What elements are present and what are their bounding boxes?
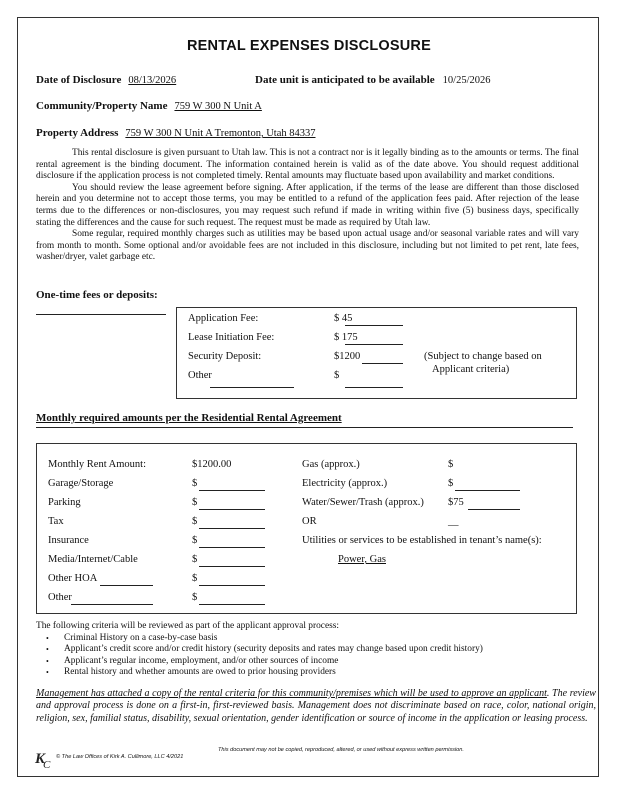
community-label: Community/Property Name: [36, 100, 168, 112]
date-available-row: [255, 70, 491, 88]
garage-value[interactable]: $: [192, 478, 198, 489]
rent-value[interactable]: $1200.00: [192, 459, 232, 470]
date-of-disclosure-row: [36, 70, 176, 88]
electricity-value[interactable]: $: [448, 478, 454, 489]
insurance-value[interactable]: $: [192, 535, 198, 546]
other-fee-label: Other: [188, 370, 212, 381]
footer-copyright-text: © The Law Offices of Kirk A. Cullimore, LLC: [56, 754, 165, 760]
utilities-value[interactable]: Power, Gas: [338, 554, 386, 565]
address-value[interactable]: 759 W 300 N Unit A Tremonton, Utah 84337: [125, 128, 316, 139]
footer-version: 4/2021: [166, 754, 184, 760]
community-value[interactable]: 759 W 300 N Unit A: [174, 101, 262, 112]
other-fee-value[interactable]: $: [334, 370, 340, 381]
other-monthly-value[interactable]: $: [192, 592, 198, 603]
paragraph-legal: This rental disclosure is given pursuant to Utah law. This is not a contract nor is it legally binding as to the amounts or terms. The final rental agreement is the binding document. The information contained herein is valid as of the date above. You should request additional disclosure if the application process is not completed timely. Rental amounts may fluctuate based upon availability and market conditions.: [36, 148, 579, 182]
water-label: Water/Sewer/Trash (approx.): [302, 497, 424, 508]
community-row: [36, 96, 262, 114]
disclosure-paragraphs: [36, 148, 579, 264]
date-of-disclosure-value[interactable]: 08/13/2026: [128, 75, 177, 86]
media-value[interactable]: $: [192, 554, 198, 565]
date-of-disclosure-label: Date of Disclosure: [36, 74, 122, 86]
tax-line: [199, 528, 265, 529]
parking-line: [199, 509, 265, 510]
management-underlined-text: Management has attached a copy of the rental criteria for this community/premises which will be used to approve an applicant: [36, 688, 547, 699]
paragraph-monthly-charges: Some regular, required monthly charges such as utilities may be based upon actual usage and/or seasonal variable rates and will vary from month to month. Some optional and/or avoidable fees are not included in this disclosure, including but not limited to pet rent, late fees, washer/dryer, valet garbage etc.: [36, 229, 579, 263]
one-time-heading: One-time fees or deposits:: [36, 289, 158, 301]
garage-line: [199, 490, 265, 491]
other-hoa-value[interactable]: $: [192, 573, 198, 584]
logo-k-glyph: K: [35, 751, 46, 767]
other-monthly-label-line: [71, 604, 153, 605]
footer-copyright: [56, 754, 183, 760]
application-fee-label: Application Fee:: [188, 313, 259, 324]
subject-to-change-note: (Subject to change based on: [424, 351, 542, 362]
lease-initiation-line: [345, 344, 403, 345]
criteria-item: • Applicant’s credit score and/or credit history (security deposits and rates may change based upon credit history): [64, 644, 596, 656]
other-monthly-line: [199, 604, 265, 605]
water-line: [468, 509, 520, 510]
applicant-criteria-note: Applicant criteria): [432, 364, 510, 375]
media-line: [199, 566, 265, 567]
security-deposit-label: Security Deposit:: [188, 351, 262, 362]
parking-label: Parking: [48, 497, 81, 508]
logo-c-glyph: C: [43, 759, 51, 770]
criteria-section: [36, 621, 596, 679]
water-value[interactable]: $75: [448, 497, 464, 508]
monthly-heading: Monthly required amounts per the Residential Rental Agreement: [36, 412, 342, 424]
application-fee-value[interactable]: $ 45: [334, 313, 353, 324]
other-hoa-line: [199, 585, 265, 586]
other-fee-line: [345, 387, 403, 388]
date-available-label: Date unit is anticipated to be available: [255, 74, 435, 86]
media-label: Media/Internet/Cable: [48, 554, 138, 565]
electricity-line: [455, 490, 520, 491]
insurance-label: Insurance: [48, 535, 89, 546]
gas-value[interactable]: $: [448, 459, 454, 470]
footer-notice: This document may not be copied, reproduced, altered, or used without express written permission.: [218, 747, 464, 753]
insurance-line: [199, 547, 265, 548]
lease-initiation-label: Lease Initiation Fee:: [188, 332, 275, 343]
management-rest-text: . The review and approval process is done on a first-in, first-reviewed basis. Management does not discriminate based on race, color, national origin, religion, sex, familial status, disability, sexual orientation, gender identification or source of income in the application or leasing process.: [36, 688, 596, 724]
other-hoa-label-line: [100, 585, 153, 586]
or-label: OR: [302, 516, 317, 527]
or-value[interactable]: __: [448, 516, 459, 527]
tax-value[interactable]: $: [192, 516, 198, 527]
parking-value[interactable]: $: [192, 497, 198, 508]
divider-line: [36, 314, 166, 315]
other-hoa-label: Other HOA: [48, 573, 98, 584]
criteria-item: • Applicant’s regular income, employment, and/or other sources of income: [64, 656, 596, 668]
tax-label: Tax: [48, 516, 64, 527]
other-fee-label-line: [210, 387, 294, 388]
paragraph-review: You should review the lease agreement before signing. After application, if the terms of the lease are different than those disclosed herein and you determine not to accept those terms, you may be entitled to a refund of the application fees paid. After rejection of the lease terms due to the differences or non-disclosures, you may request such refund if made in writing within five (5) business days, specifically stating the differences and the cause for such request. The request must be made as required by Utah law.: [36, 182, 579, 228]
lease-initiation-value[interactable]: $ 175: [334, 332, 358, 343]
criteria-list: [36, 633, 596, 679]
application-fee-line: [345, 325, 403, 326]
date-available-value[interactable]: 10/25/2026: [442, 75, 491, 86]
garage-label: Garage/Storage: [48, 478, 114, 489]
management-statement: [36, 688, 596, 725]
criteria-intro: The following criteria will be reviewed as part of the applicant approval process:: [36, 621, 340, 631]
address-label: Property Address: [36, 127, 119, 139]
criteria-item: • Rental history and whether amounts are owed to prior housing providers: [64, 667, 596, 679]
security-deposit-line: [362, 363, 403, 364]
electricity-label: Electricity (approx.): [302, 478, 388, 489]
rent-label: Monthly Rent Amount:: [48, 459, 147, 470]
utilities-label: Utilities or services to be established in tenant’s name(s):: [302, 535, 542, 546]
address-row: [36, 123, 316, 141]
other-monthly-label: Other: [48, 592, 72, 603]
criteria-item: • Criminal History on a case-by-case basis: [64, 633, 596, 645]
gas-label: Gas (approx.): [302, 459, 360, 470]
law-office-logo: [34, 746, 56, 770]
document-title: RENTAL EXPENSES DISCLOSURE: [187, 38, 431, 54]
monthly-heading-rule: [36, 427, 573, 428]
security-deposit-value[interactable]: $1200: [334, 351, 361, 362]
